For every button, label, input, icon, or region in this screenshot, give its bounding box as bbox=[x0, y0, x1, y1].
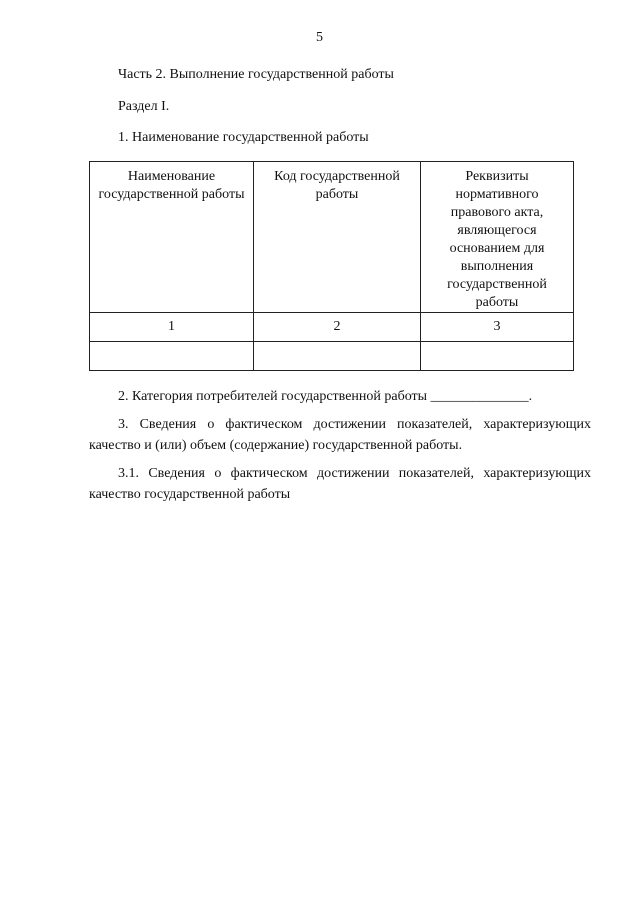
header-work-code: Код государственной работы bbox=[254, 162, 421, 313]
item2-text: 2. Категория потребителей государственной работы ______________. bbox=[118, 389, 533, 404]
header-work-name: Наименование государственной работы bbox=[90, 162, 254, 313]
section-heading: Раздел I. bbox=[118, 99, 170, 114]
table-row bbox=[90, 313, 574, 342]
header-legal-act: Реквизиты нормативного правового акта, являющегося основанием для выполнения государственной работы bbox=[421, 162, 574, 313]
empty-cell bbox=[90, 342, 254, 371]
table-row bbox=[90, 342, 574, 371]
works-table bbox=[89, 161, 574, 371]
column-number-3: 3 bbox=[421, 313, 574, 342]
column-number-1: 1 bbox=[90, 313, 254, 342]
item3-text: 3. Сведения о фактическом достижении показателей, характеризующих качество и (или) объем (содержание) государственной работы. bbox=[89, 417, 591, 453]
part-heading: Часть 2. Выполнение государственной работы bbox=[118, 67, 394, 82]
table-header-row bbox=[90, 162, 574, 313]
item1-heading: 1. Наименование государственной работы bbox=[118, 130, 369, 145]
empty-cell bbox=[421, 342, 574, 371]
column-number-2: 2 bbox=[254, 313, 421, 342]
empty-cell bbox=[254, 342, 421, 371]
page-number: 5 bbox=[316, 30, 323, 45]
item31-text: 3.1. Сведения о фактическом достижении показателей, характеризующих качество государственной работы bbox=[89, 466, 591, 502]
